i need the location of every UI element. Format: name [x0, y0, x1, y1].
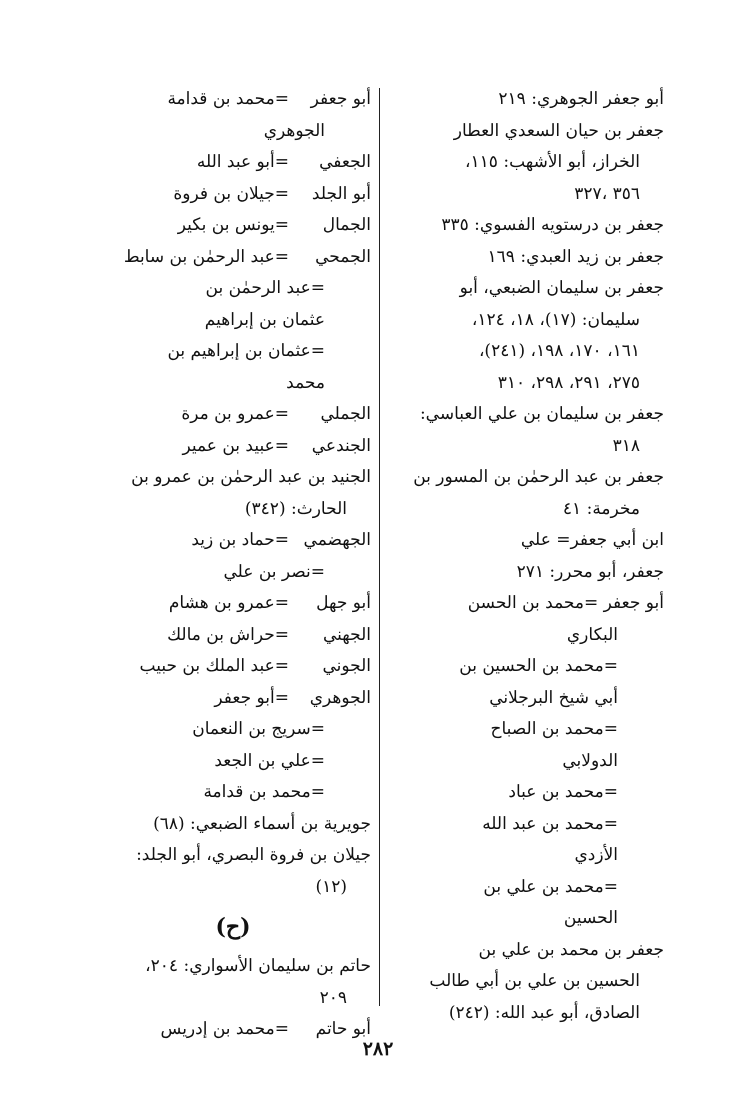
index-text: جويرية بن أسماء الضبعي: (٦٨)	[153, 813, 371, 834]
index-line	[95, 368, 371, 400]
index-text: ٢٧٥، ٢٩١، ٢٩٨، ٣١٠	[497, 372, 640, 393]
index-text: =عمرو بن هشام	[168, 593, 289, 613]
index-text: =محمد بن عباد	[508, 782, 618, 802]
index-text: =عثمان بن إبراهيم بن	[167, 341, 325, 361]
index-line	[388, 242, 664, 274]
index-line	[388, 336, 664, 368]
index-text: =عبد الرحمٰن بن سابط	[123, 246, 289, 267]
index-text: =عمرو بن مرة	[181, 404, 289, 424]
index-line	[388, 872, 664, 904]
index-line	[388, 935, 664, 967]
index-term: الجوني	[322, 656, 371, 676]
index-text: =عبيد بن عمير	[182, 435, 289, 456]
index-line	[388, 620, 664, 652]
index-line	[95, 399, 371, 431]
index-line	[95, 242, 371, 274]
index-line	[388, 84, 664, 116]
index-text: الخراز، أبو الأشهب: ١١٥،	[465, 152, 640, 172]
index-line	[95, 84, 371, 116]
index-text: حاتم بن سليمان الأسواري: ٢٠٤،	[145, 956, 371, 976]
left-column-entries	[95, 84, 371, 903]
index-line	[388, 305, 664, 337]
index-line	[95, 683, 371, 715]
index-text: جعفر بن درستويه الفسوي: ٣٣٥	[441, 215, 664, 235]
index-text: =محمد بن الصباح	[490, 719, 618, 739]
index-text: ٢٠٩	[319, 987, 347, 1008]
index-text: الصادق، أبو عبد الله: (٢٤٢)	[448, 1002, 640, 1023]
index-line	[95, 116, 371, 148]
index-line	[388, 966, 664, 998]
index-term: الجهني	[322, 624, 371, 645]
index-text: أبي شيخ البرجلاني	[489, 687, 618, 708]
index-line	[388, 462, 664, 494]
index-text: مخرمة: ٤١	[562, 498, 640, 519]
index-text: الجنيد بن عبد الرحمٰن بن عمرو بن	[131, 467, 371, 487]
index-text: جعفر بن سليمان بن علي العباسي:	[419, 404, 664, 424]
index-line	[388, 903, 664, 935]
index-line	[95, 305, 371, 337]
index-line	[95, 746, 371, 778]
index-text: جعفر بن زيد العبدي: ١٦٩	[487, 246, 664, 267]
index-text: ١٦١، ١٧٠، ١٩٨، (٢٤١)،	[478, 341, 640, 361]
index-text: الحسين بن علي بن أبي طالب	[429, 971, 640, 991]
index-line	[95, 588, 371, 620]
index-text: =سريج بن النعمان	[192, 719, 325, 739]
index-text: =حماد بن زيد	[191, 530, 289, 550]
index-line	[388, 777, 664, 809]
index-term: الجملي	[320, 404, 371, 424]
index-text: =أبو عبد الله	[196, 152, 289, 172]
index-line	[388, 147, 664, 179]
index-line	[388, 273, 664, 305]
index-line	[95, 525, 371, 557]
index-line	[95, 336, 371, 368]
index-text: أبو جعفر =محمد بن الحسن	[467, 593, 664, 613]
index-text: =أبو جعفر	[214, 687, 289, 708]
index-line	[388, 588, 664, 620]
index-line	[95, 714, 371, 746]
index-text: =نصر بن علي	[223, 561, 325, 582]
index-text: =جيلان بن فروة	[173, 183, 289, 204]
index-line	[388, 399, 664, 431]
index-line	[95, 147, 371, 179]
page-number: ٢٨٢	[362, 1038, 394, 1060]
index-text: جعفر بن سليمان الضبعي، أبو	[459, 278, 664, 298]
index-line	[95, 872, 371, 904]
index-line	[95, 951, 371, 983]
index-line	[388, 179, 664, 211]
index-line	[388, 431, 664, 463]
index-text: ابن أبي جعفر= علي	[520, 530, 664, 550]
index-term: الجوهري	[309, 687, 371, 708]
index-term: الجمال	[322, 215, 371, 235]
index-term: أبو حاتم	[315, 1019, 371, 1039]
index-text: =محمد بن الحسين بن	[459, 656, 618, 676]
left-column	[95, 84, 371, 1046]
index-line	[388, 651, 664, 683]
index-term: أبو الجلد	[311, 183, 371, 204]
index-line	[95, 620, 371, 652]
index-line	[95, 273, 371, 305]
index-text: =محمد بن إدريس	[160, 1019, 289, 1039]
index-text: =حراش بن مالك	[167, 624, 289, 645]
left-column-entries-after-heading	[95, 951, 371, 1046]
index-line	[388, 998, 664, 1030]
index-text: جيلان بن فروة البصري، أبو الجلد:	[136, 845, 371, 865]
index-line	[388, 116, 664, 148]
section-heading: (ح)	[215, 914, 251, 940]
index-text: جعفر بن حيان السعدي العطار	[453, 120, 664, 141]
index-text: الأزدي	[574, 845, 618, 865]
index-line	[95, 983, 371, 1015]
index-line	[388, 714, 664, 746]
index-term: أبو جهل	[316, 593, 371, 613]
index-line	[95, 431, 371, 463]
column-divider	[379, 88, 380, 1006]
index-text: سليمان: (١٧)، ١٨، ١٢٤،	[471, 309, 640, 330]
index-text: =محمد بن عبد الله	[482, 813, 618, 834]
index-text: =علي بن الجعد	[214, 750, 325, 771]
index-term: الجهضمي	[303, 530, 371, 550]
index-line	[95, 210, 371, 242]
index-text: =عبد الرحمٰن بن	[205, 278, 325, 298]
index-text: =محمد بن قدامة	[167, 89, 289, 109]
index-text: الدولابي	[562, 750, 618, 771]
index-text: =عبد الملك بن حبيب	[139, 656, 289, 676]
index-text: جعفر بن عبد الرحمٰن بن المسور بن	[413, 467, 664, 487]
index-text: ٣١٨	[612, 435, 640, 456]
index-line	[95, 777, 371, 809]
index-text: جعفر، أبو محرر: ٢٧١	[516, 561, 664, 582]
index-line	[95, 179, 371, 211]
index-text: =محمد بن علي بن	[483, 876, 618, 897]
index-text: =محمد بن قدامة	[203, 782, 325, 802]
index-line	[388, 494, 664, 526]
index-line	[388, 557, 664, 589]
index-term: الجمحي	[315, 246, 371, 267]
right-column	[388, 84, 664, 1029]
index-text: محمد	[286, 372, 325, 393]
index-text: الحسين	[563, 908, 618, 928]
index-line	[388, 809, 664, 841]
index-text: الحارث: (٣٤٢)	[244, 498, 347, 519]
index-line	[388, 746, 664, 778]
index-term: الجعفي	[319, 152, 371, 172]
index-term: الجندعي	[311, 435, 371, 456]
index-text: الجوهري	[263, 120, 325, 141]
index-line	[95, 557, 371, 589]
index-line	[388, 368, 664, 400]
index-line	[95, 462, 371, 494]
index-text: =يونس بن بكير	[177, 215, 289, 235]
index-line	[388, 525, 664, 557]
index-line	[388, 683, 664, 715]
index-text: عثمان بن إبراهيم	[204, 309, 325, 330]
index-line	[95, 840, 371, 872]
index-text: ٣٥٦ ،٣٢٧	[574, 183, 640, 204]
index-line	[388, 840, 664, 872]
index-text: أبو جعفر الجوهري: ٢١٩	[498, 89, 664, 109]
index-text: (١٢)	[315, 876, 347, 897]
index-line	[388, 210, 664, 242]
index-line	[95, 651, 371, 683]
index-line	[95, 494, 371, 526]
index-text: البكاري	[566, 624, 618, 645]
index-term: أبو جعفر	[310, 89, 371, 109]
index-text: جعفر بن محمد بن علي بن	[478, 939, 664, 960]
index-line	[95, 809, 371, 841]
